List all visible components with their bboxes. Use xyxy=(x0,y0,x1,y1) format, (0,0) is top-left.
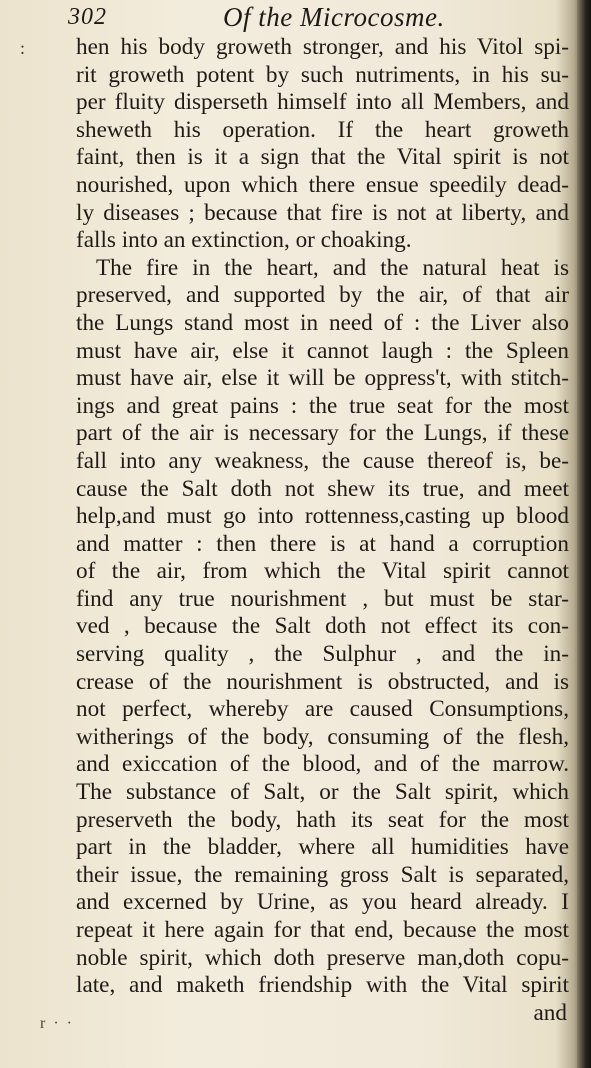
text-line: of the air, from which the Vital spirit cannot xyxy=(76,558,569,585)
text-line: preserved, and supported by the air, of that air xyxy=(76,282,569,309)
text-line: The substance of Salt, or the Salt spirit, which xyxy=(76,779,569,806)
catchword: and xyxy=(533,999,567,1026)
text-line: part in the bladder, where all humidities have xyxy=(76,834,569,861)
text-line: ved , because the Salt doth not effect its con- xyxy=(76,613,569,640)
paragraph-start-line: The fire in the heart, and the natural heat is xyxy=(96,254,569,281)
text-line: must have air, else it cannot laugh : the Spleen xyxy=(76,337,569,364)
text-line: not perfect, whereby are caused Consumptions, xyxy=(76,696,569,723)
text-line: ly diseases ; because that fire is not at liberty, and xyxy=(76,199,569,226)
text-line: and exiccation of the blood, and of the marrow. xyxy=(76,751,569,778)
text-line: preserveth the body, hath its seat for the most xyxy=(76,806,569,833)
text-line: the Lungs stand most in need of : the Liver also xyxy=(76,309,569,336)
text-line: cause the Salt doth not shew its true, and meet xyxy=(76,475,569,502)
lower-margin-mark: r · · xyxy=(40,1015,74,1032)
text-line: sheweth his operation. If the heart groweth xyxy=(76,116,569,143)
text-line: serving quality , the Sulphur , and the in- xyxy=(76,641,569,668)
text-line: rit groweth potent by such nutriments, in his su- xyxy=(76,61,569,88)
text-line: their issue, the remaining gross Salt is separated, xyxy=(76,861,569,888)
page-header xyxy=(68,2,568,36)
margin-mark: : xyxy=(20,38,26,58)
text-line: and matter : then there is at hand a corruption xyxy=(76,530,569,557)
text-line: crease of the nourishment is obstructed, and is xyxy=(76,668,569,695)
text-line: faint, then is it a sign that the Vital spirit is not xyxy=(76,144,569,171)
text-line: find any true nourishment , but must be star- xyxy=(76,585,569,612)
text-line: and excerned by Urine, as you heard already. I xyxy=(76,889,569,916)
text-line: noble spirit, which doth preserve man,doth copu- xyxy=(76,944,569,971)
body-text xyxy=(76,34,569,1027)
page-number: 302 xyxy=(68,4,107,30)
book-spine-shadow xyxy=(577,0,591,1068)
text-line: fall into any weakness, the cause thereof is, be- xyxy=(76,447,569,474)
text-line: ings and great pains : the true seat for the most xyxy=(76,392,569,419)
text-line: help,and must go into rottenness,casting up blood xyxy=(76,503,569,530)
text-line: hen his body groweth stronger, and his Vitol spi- xyxy=(76,34,569,60)
text-line: repeat it here again for that end, because the most xyxy=(76,917,569,943)
text-line: must have air, else it will be oppress't, with stitch- xyxy=(76,365,569,392)
text-line: falls into an extinction, or choaking. xyxy=(76,227,412,254)
text-line: late, and maketh friendship with the Vital spirit xyxy=(76,972,569,999)
text-line: nourished, upon which there ensue speedily dead- xyxy=(76,171,569,198)
running-title: Of the Microcosme. xyxy=(223,2,445,32)
text-line: per fluity dispersеth himself into all Members, and xyxy=(76,89,569,116)
text-line: witherings of the body, consuming of the flesh, xyxy=(76,723,569,750)
text-line: part of the air is necessary for the Lungs, if these xyxy=(76,420,569,447)
